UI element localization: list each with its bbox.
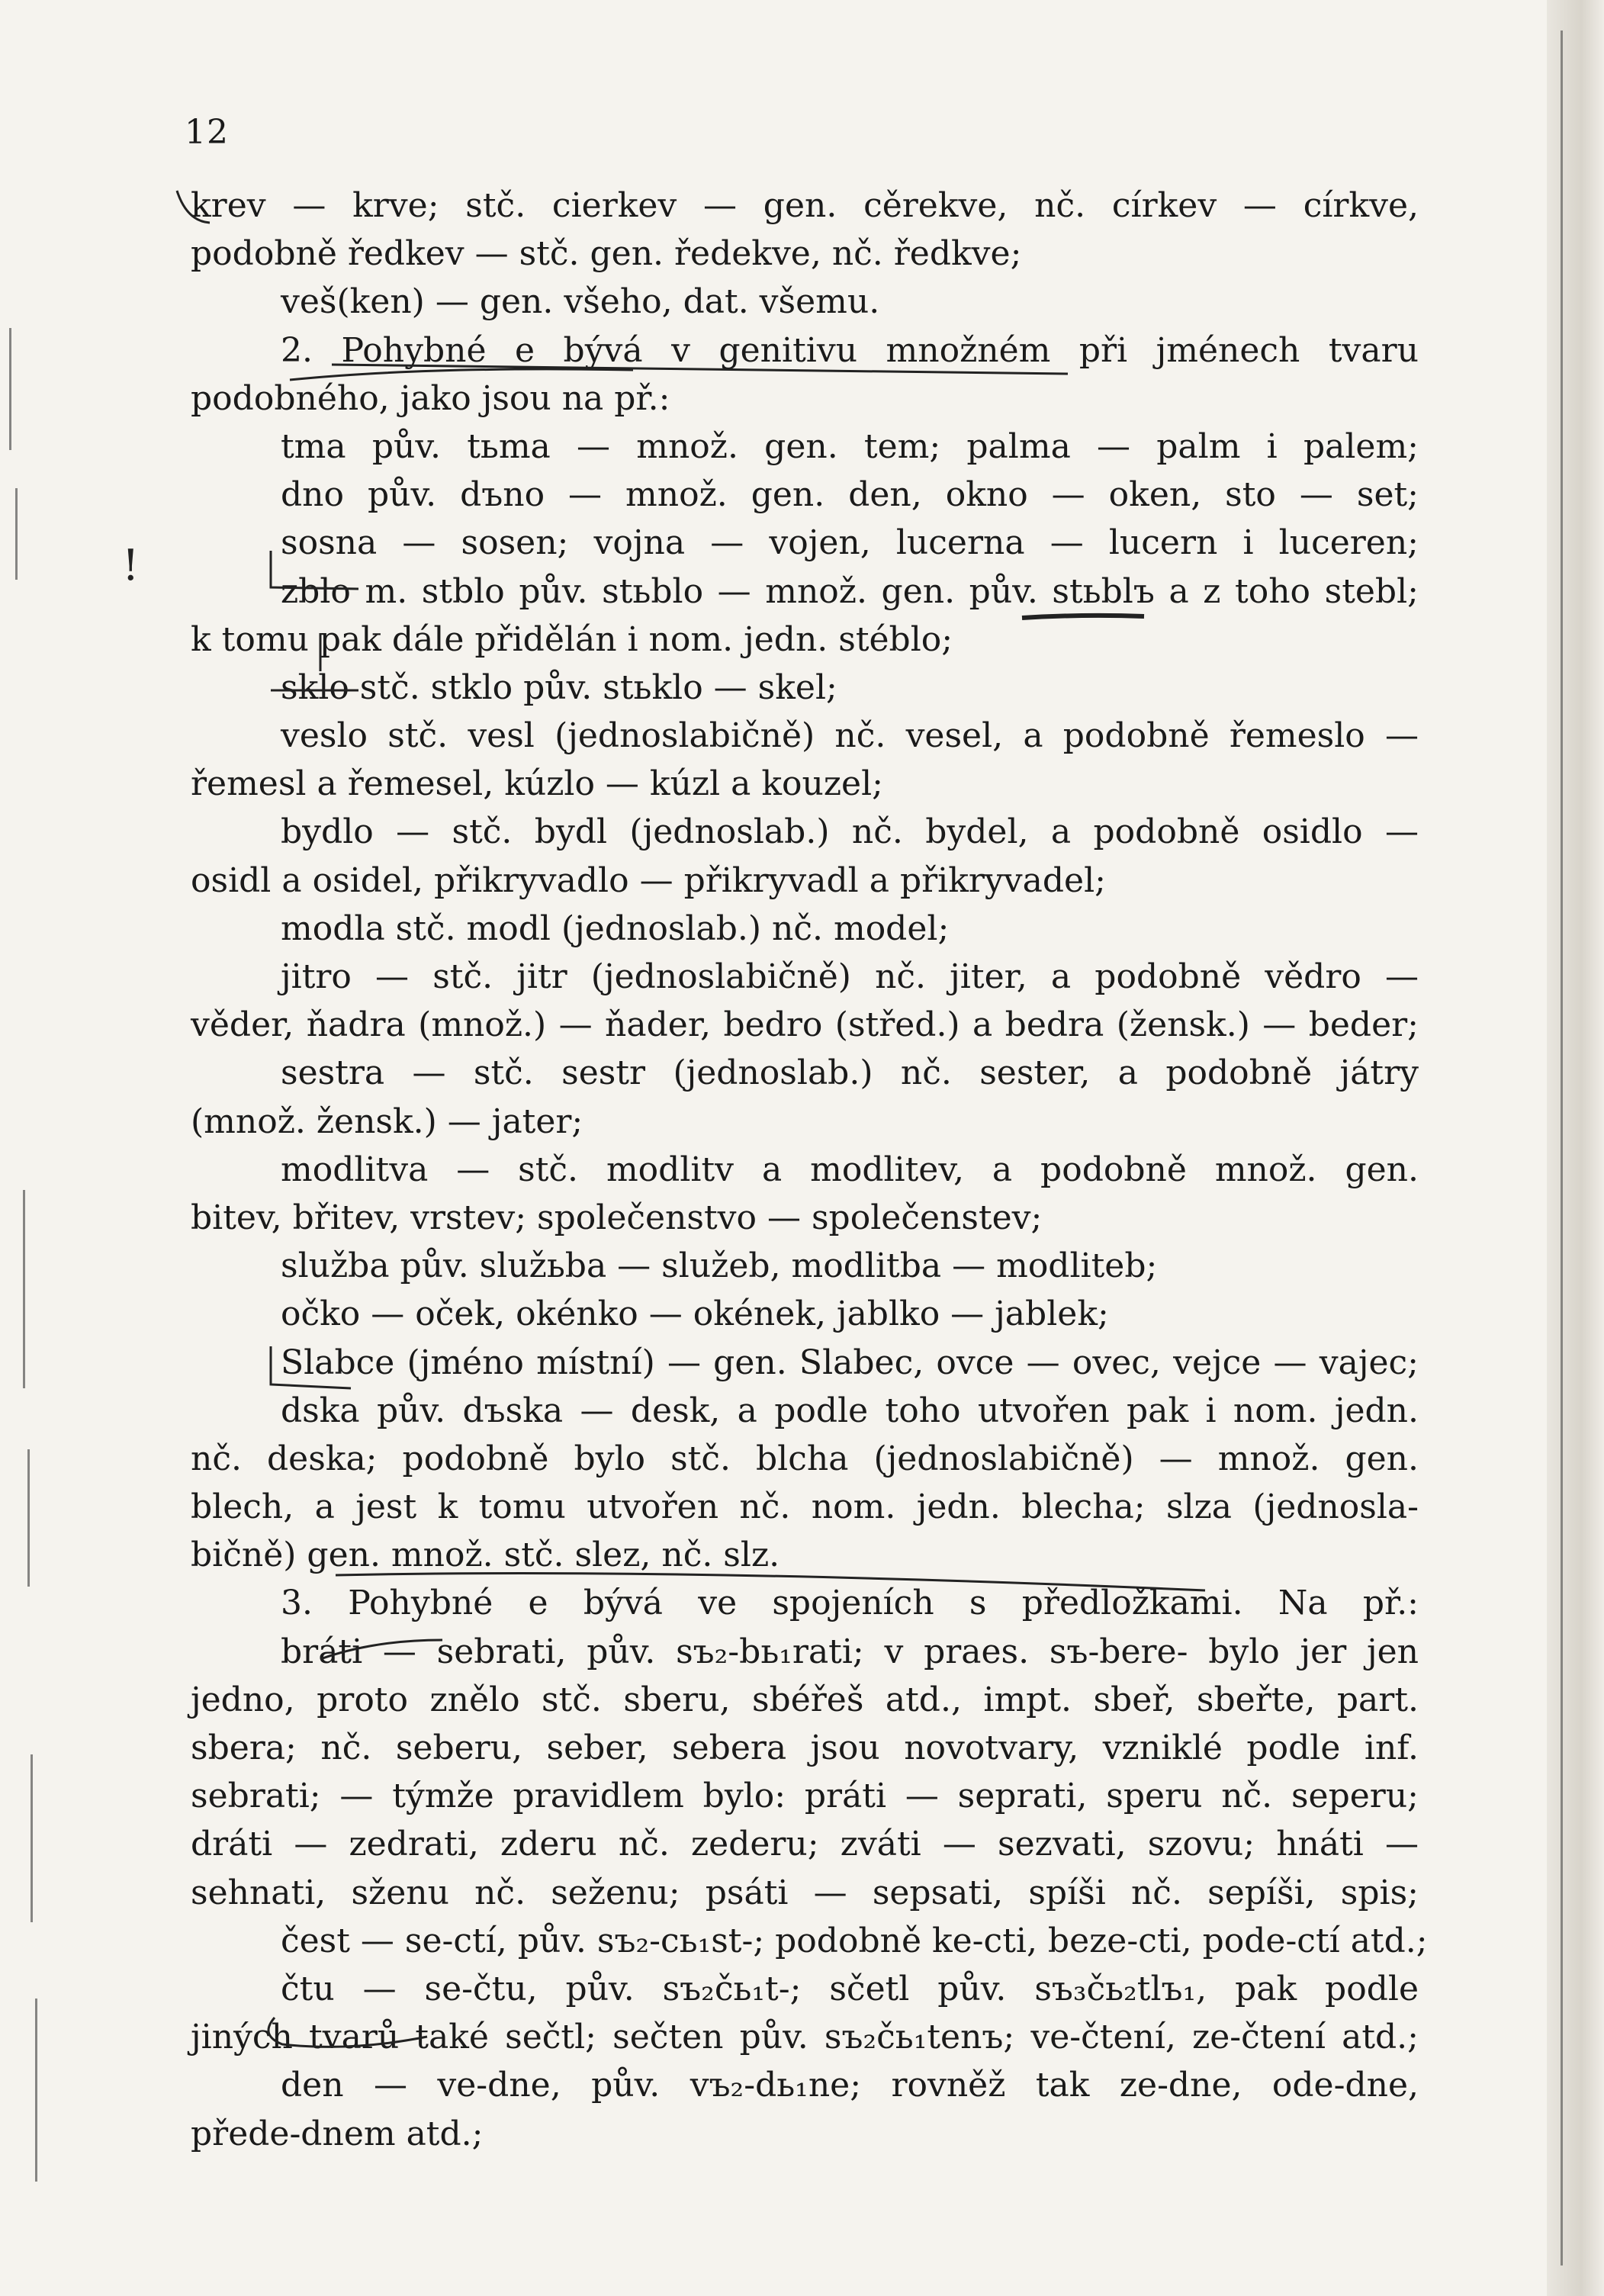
text-line: 3. Pohybné e bývá ve spojeních s předložkami. Na př.: <box>281 1584 1419 1623</box>
text-line: 2. Pohybné e bývá v genitivu množném při jménech tvaru <box>281 330 1419 370</box>
text-line: krev — krve; stč. cierkev — gen. cěrekve, nč. církev — církve, <box>191 186 1419 225</box>
text-line: modlitva — stč. modlitv a modlitev, a podobně množ. gen. <box>281 1150 1419 1189</box>
text-line: bičně) gen. množ. stč. slez, nč. slz. <box>191 1535 780 1575</box>
text-line: bráti — sebrati, pův. sъ₂-bь₁rati; v praes. sъ-bere- bylo jer jen <box>281 1632 1419 1671</box>
text-line: veslo stč. vesl (jednoslabičně) nč. vesel, a podobně řemeslo — <box>281 716 1419 756</box>
text-line: přede-dnem atd.; <box>191 2114 484 2153</box>
text-line: zblo m. stblo pův. stьblo — množ. gen. pův. stьblъ a z toho stebl; <box>281 571 1419 611</box>
text-line: čtu — se-čtu, pův. sъ₂čь₁t-; sčetl pův. sъ₃čь₂tlъ₁, pak podle <box>281 1969 1419 2008</box>
text-line: (množ. žensk.) — jater; <box>191 1101 583 1141</box>
text-line: služba pův. služьba — služeb, modlitba — modliteb; <box>281 1246 1158 1286</box>
text-line: řemesl a řemesel, kúzlo — kúzl a kouzel; <box>191 764 883 804</box>
text-block <box>191 182 1428 2158</box>
text-line: bydlo — stč. bydl (jednoslab.) nč. bydel, a podobně osidlo — <box>281 812 1419 852</box>
page-number: 12 <box>185 113 229 152</box>
text-line: dska pův. dъska — desk, a podle toho utvořen pak i nom. jedn. <box>281 1391 1419 1430</box>
left-edge-marks <box>0 0 84 2296</box>
text-line: modla stč. modl (jednoslab.) nč. model; <box>281 908 950 948</box>
text-line: tma pův. tьma — množ. gen. tem; palma — palm i palem; <box>281 426 1419 466</box>
text-line: Slabce (jméno místní) — gen. Slabec, ovce — ovec, vejce — vajec; <box>281 1343 1419 1382</box>
text-line: den — ve-dne, pův. vъ₂-dь₁ne; rovněž tak ze-dne, ode-dne, <box>281 2066 1419 2105</box>
text-line: jiných tvarů také sečtl; sečten pův. sъ₂čь₁tenъ; ve-čtení, ze-čtení atd.; <box>191 2018 1419 2057</box>
text-line: dno pův. dъno — množ. gen. den, okno — oken, sto — set; <box>281 475 1419 515</box>
text-line: veš(ken) — gen. všeho, dat. všemu. <box>281 282 880 322</box>
text-line: podobného, jako jsou na př.: <box>191 378 670 418</box>
margin-exclamation: ! <box>122 541 140 590</box>
text-line: jedno, proto znělo stč. sberu, sbéřeš atd., impt. sbeř, sbeřte, part. <box>191 1680 1419 1719</box>
right-page-edge <box>1547 0 1604 2296</box>
text-line: blech, a jest k tomu utvořen nč. nom. jedn. blecha; slza (jednosla- <box>191 1487 1419 1527</box>
text-line: sbera; nč. seberu, seber, sebera jsou novotvary, vzniklé podle inf. <box>191 1728 1419 1767</box>
text-line: nč. deska; podobně bylo stč. blcha (jednoslabičně) — množ. gen. <box>191 1439 1419 1478</box>
text-line: podobně ředkev — stč. gen. ředekve, nč. ředkve; <box>191 234 1022 274</box>
text-line: bitev, břitev, vrstev; společenstvo — společenstev; <box>191 1198 1043 1237</box>
text-line: sklo stč. stklo pův. stьklo — skel; <box>281 667 837 707</box>
text-line: sestra — stč. sestr (jednoslab.) nč. sester, a podobně játry <box>281 1053 1419 1093</box>
text-line: jitro — stč. jitr (jednoslabičně) nč. jiter, a podobně vědro — <box>281 957 1419 996</box>
text-line: dráti — zedrati, zderu nč. zederu; zváti — sezvati, szovu; hnáti — <box>191 1825 1419 1864</box>
text-line: osidl a osidel, přikryvadlo — přikryvadl a přikryvadel; <box>191 860 1106 900</box>
text-line: očko — oček, okénko — okének, jablko — jablek; <box>281 1294 1109 1334</box>
text-line: věder, ňadra (množ.) — ňader, bedro (střed.) a bedra (žensk.) — beder; <box>191 1005 1419 1045</box>
text-line: sosna — sosen; vojna — vojen, lucerna — lucern i luceren; <box>281 523 1419 563</box>
text-line: sebrati; — týmže pravidlem bylo: práti — seprati, speru nč. seperu; <box>191 1777 1419 1816</box>
text-line: čest — se-ctí, pův. sъ₂-cь₁st-; podobně ke-cti, beze-cti, pode-ctí atd.; <box>281 1921 1428 1960</box>
text-line: k tomu pak dále přidělán i nom. jedn. stéblo; <box>191 619 953 659</box>
text-line: sehnati, sženu nč. seženu; psáti — sepsati, spíši nč. sepíši, spis; <box>191 1873 1419 1912</box>
